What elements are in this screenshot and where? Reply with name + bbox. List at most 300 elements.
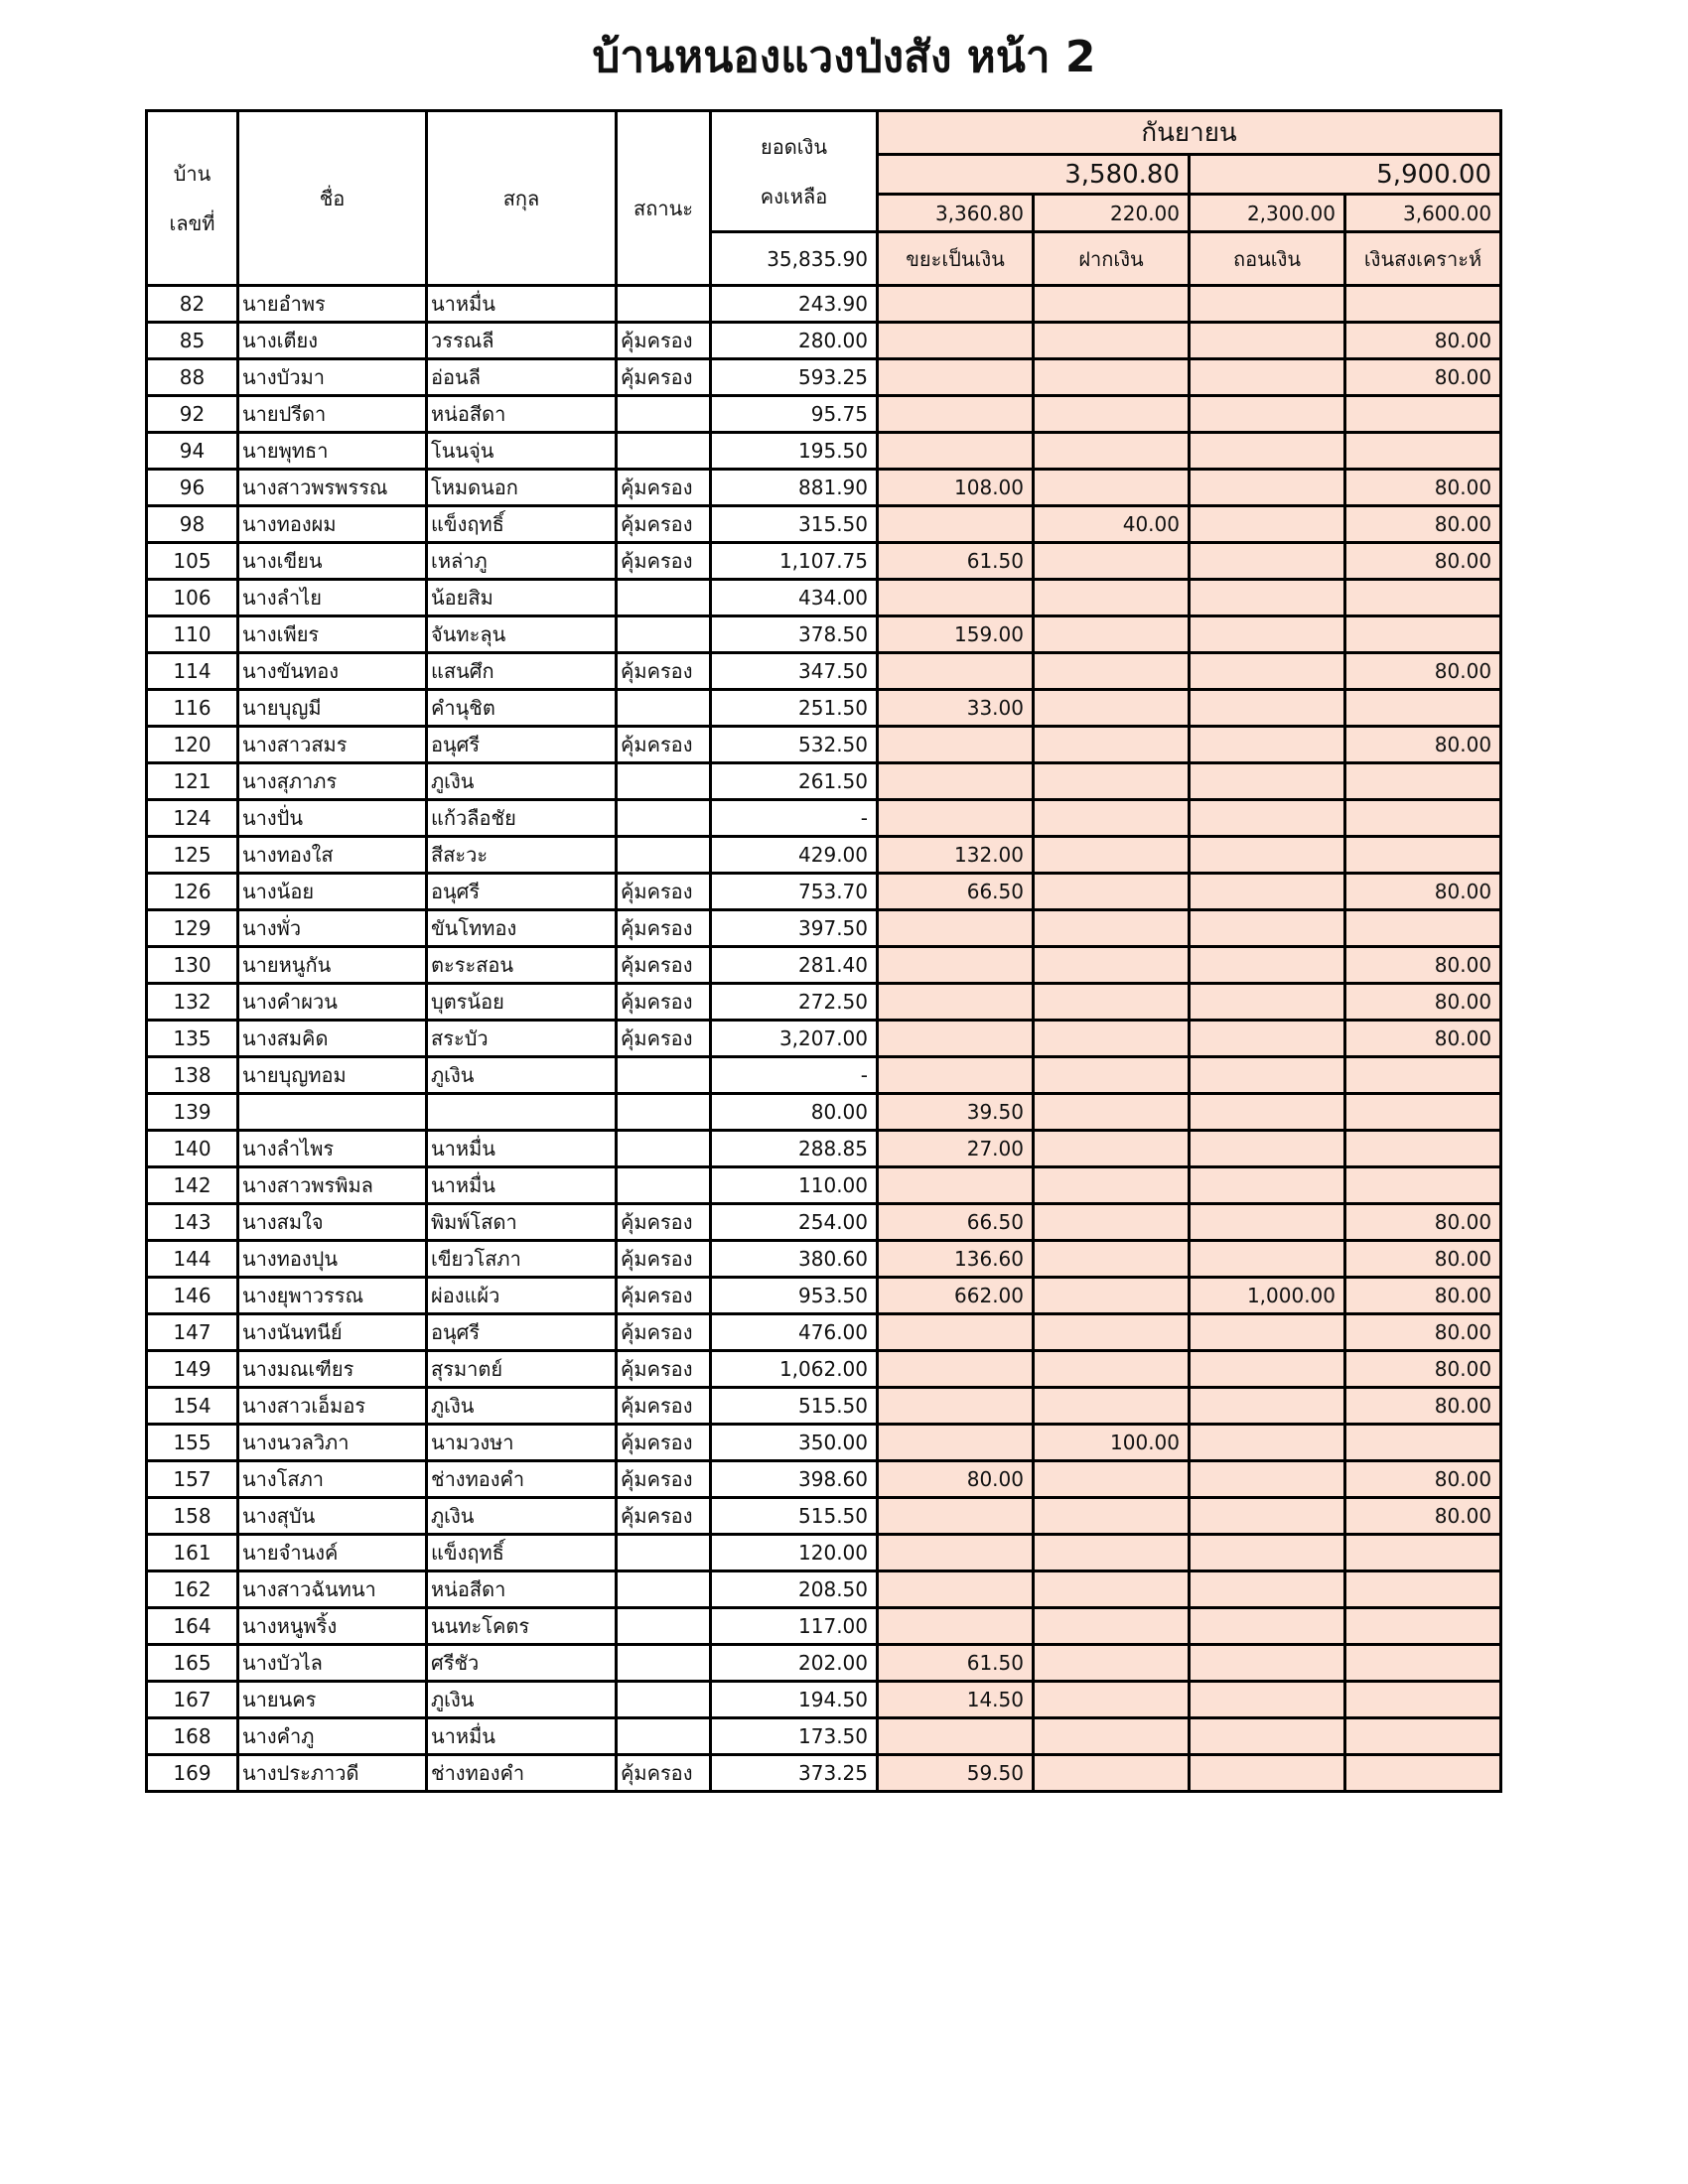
cell-welfare: 80.00 — [1345, 1388, 1501, 1425]
cell-house-no: 154 — [147, 1388, 238, 1425]
cell-name: นางสาวฉันทนา — [238, 1571, 427, 1608]
cell-name: นางสมใจ — [238, 1204, 427, 1241]
cell-balance: 315.50 — [711, 506, 878, 543]
cell-name: นางคำผวน — [238, 984, 427, 1021]
cell-deposit — [1034, 1278, 1190, 1314]
cell-welfare: 80.00 — [1345, 874, 1501, 910]
table-row — [147, 433, 1501, 470]
cell-deposit — [1034, 1351, 1190, 1388]
cell-withdraw — [1190, 1535, 1345, 1571]
cell-surname: ภูเงิน — [427, 1057, 617, 1094]
cell-deposit — [1034, 763, 1190, 800]
cell-status: คุ้มครอง — [617, 470, 711, 506]
cell-withdraw — [1190, 616, 1345, 653]
cell-status — [617, 286, 711, 323]
table-row — [147, 1204, 1501, 1241]
cell-balance: 753.70 — [711, 874, 878, 910]
cell-withdraw — [1190, 323, 1345, 359]
table-row — [147, 800, 1501, 837]
header-balance-line1: ยอดเงิน — [761, 134, 827, 159]
cell-deposit — [1034, 616, 1190, 653]
cell-name: นางสาวพรพิมล — [238, 1167, 427, 1204]
cell-name: นางสาวเอ็มอร — [238, 1388, 427, 1425]
cell-welfare — [1345, 800, 1501, 837]
cell-garbage: 27.00 — [878, 1131, 1034, 1167]
table-row — [147, 286, 1501, 323]
cell-surname: นาหมื่น — [427, 1131, 617, 1167]
cell-balance: 378.50 — [711, 616, 878, 653]
cell-house-no: 139 — [147, 1094, 238, 1131]
cell-welfare: 80.00 — [1345, 1021, 1501, 1057]
cell-status — [617, 763, 711, 800]
cell-withdraw — [1190, 984, 1345, 1021]
cell-name: นางพั่ว — [238, 910, 427, 947]
cell-balance: 429.00 — [711, 837, 878, 874]
cell-welfare — [1345, 1645, 1501, 1682]
cell-house-no: 164 — [147, 1608, 238, 1645]
table-row — [147, 727, 1501, 763]
cell-name: นางลำไย — [238, 580, 427, 616]
cell-garbage — [878, 653, 1034, 690]
cell-house-no: 116 — [147, 690, 238, 727]
cell-withdraw — [1190, 1682, 1345, 1718]
cell-status — [617, 1167, 711, 1204]
cell-surname: แข็งฤทธิ์ — [427, 506, 617, 543]
cell-surname: ช่างทองคำ — [427, 1755, 617, 1792]
cell-garbage — [878, 433, 1034, 470]
cell-deposit: 100.00 — [1034, 1425, 1190, 1461]
cell-house-no: 96 — [147, 470, 238, 506]
cell-garbage — [878, 1535, 1034, 1571]
cell-withdraw — [1190, 1461, 1345, 1498]
table-row — [147, 1167, 1501, 1204]
cell-house-no: 142 — [147, 1167, 238, 1204]
cell-garbage: 61.50 — [878, 1645, 1034, 1682]
table-row — [147, 1241, 1501, 1278]
cell-withdraw — [1190, 1351, 1345, 1388]
cell-status: คุ้มครอง — [617, 984, 711, 1021]
cell-house-no: 94 — [147, 433, 238, 470]
cell-withdraw — [1190, 763, 1345, 800]
cell-surname: ช่างทองคำ — [427, 1461, 617, 1498]
cell-house-no: 129 — [147, 910, 238, 947]
cell-balance: 120.00 — [711, 1535, 878, 1571]
cell-deposit — [1034, 1498, 1190, 1535]
cell-balance: 194.50 — [711, 1682, 878, 1718]
cell-garbage — [878, 1608, 1034, 1645]
table-row — [147, 1461, 1501, 1498]
cell-house-no: 105 — [147, 543, 238, 580]
cell-balance: 251.50 — [711, 690, 878, 727]
cell-status: คุ้มครอง — [617, 1425, 711, 1461]
table-row — [147, 1535, 1501, 1571]
cell-status: คุ้มครอง — [617, 506, 711, 543]
cell-welfare — [1345, 433, 1501, 470]
cell-garbage: 59.50 — [878, 1755, 1034, 1792]
col-total-withdraw: 2,300.00 — [1190, 195, 1345, 232]
cell-welfare: 80.00 — [1345, 359, 1501, 396]
cell-garbage — [878, 1167, 1034, 1204]
cell-welfare: 80.00 — [1345, 1461, 1501, 1498]
cell-surname: สีสะวะ — [427, 837, 617, 874]
table-row — [147, 470, 1501, 506]
cell-surname: แสนศึก — [427, 653, 617, 690]
cell-surname: อ่อนลี — [427, 359, 617, 396]
cell-deposit — [1034, 1131, 1190, 1167]
cell-garbage: 66.50 — [878, 1204, 1034, 1241]
cell-balance: 515.50 — [711, 1388, 878, 1425]
cell-welfare: 80.00 — [1345, 470, 1501, 506]
cell-withdraw — [1190, 1498, 1345, 1535]
cell-house-no: 158 — [147, 1498, 238, 1535]
cell-welfare: 80.00 — [1345, 1351, 1501, 1388]
cell-name: นางบัวมา — [238, 359, 427, 396]
table-row — [147, 1094, 1501, 1131]
cell-garbage — [878, 1425, 1034, 1461]
cell-status: คุ้มครอง — [617, 947, 711, 984]
cell-balance: 1,062.00 — [711, 1351, 878, 1388]
table-row — [147, 1314, 1501, 1351]
cell-status — [617, 1131, 711, 1167]
cell-status — [617, 1718, 711, 1755]
cell-withdraw — [1190, 727, 1345, 763]
cell-withdraw — [1190, 359, 1345, 396]
cell-name: นายนคร — [238, 1682, 427, 1718]
col-total-garbage: 3,360.80 — [878, 195, 1034, 232]
cell-deposit — [1034, 874, 1190, 910]
cell-deposit — [1034, 286, 1190, 323]
table-row — [147, 1278, 1501, 1314]
cell-name: นายบุญทอม — [238, 1057, 427, 1094]
cell-garbage — [878, 984, 1034, 1021]
table-body — [147, 286, 1501, 1792]
cell-garbage — [878, 1571, 1034, 1608]
table-row — [147, 1571, 1501, 1608]
cell-garbage: 61.50 — [878, 543, 1034, 580]
cell-deposit — [1034, 653, 1190, 690]
cell-welfare — [1345, 1057, 1501, 1094]
cell-status: คุ้มครอง — [617, 323, 711, 359]
cell-status — [617, 837, 711, 874]
cell-balance: 243.90 — [711, 286, 878, 323]
cell-surname: สุรมาตย์ — [427, 1351, 617, 1388]
cell-house-no: 140 — [147, 1131, 238, 1167]
table-row — [147, 1131, 1501, 1167]
cell-welfare — [1345, 286, 1501, 323]
cell-deposit — [1034, 359, 1190, 396]
cell-surname: ศรีชัว — [427, 1645, 617, 1682]
cell-status: คุ้มครอง — [617, 1314, 711, 1351]
cell-status: คุ้มครอง — [617, 1498, 711, 1535]
cell-house-no: 155 — [147, 1425, 238, 1461]
cell-name: นายจำนงค์ — [238, 1535, 427, 1571]
cell-surname: ภูเงิน — [427, 1388, 617, 1425]
cell-surname: นาหมื่น — [427, 1167, 617, 1204]
cell-name: นางประภาวดี — [238, 1755, 427, 1792]
cell-deposit — [1034, 800, 1190, 837]
cell-garbage — [878, 800, 1034, 837]
cell-house-no: 138 — [147, 1057, 238, 1094]
cell-withdraw — [1190, 1131, 1345, 1167]
cell-name: นางทองใส — [238, 837, 427, 874]
cell-status — [617, 616, 711, 653]
cell-withdraw — [1190, 1057, 1345, 1094]
cell-balance: 380.60 — [711, 1241, 878, 1278]
cell-name: นางยุพาวรรณ — [238, 1278, 427, 1314]
cell-garbage: 33.00 — [878, 690, 1034, 727]
cell-status — [617, 1682, 711, 1718]
cell-house-no: 114 — [147, 653, 238, 690]
cell-balance: 208.50 — [711, 1571, 878, 1608]
cell-name: นางสมคิด — [238, 1021, 427, 1057]
cell-surname: นามวงษา — [427, 1425, 617, 1461]
header-house-no-line2: เลขที่ — [169, 210, 215, 235]
cell-withdraw — [1190, 580, 1345, 616]
cell-welfare — [1345, 1571, 1501, 1608]
cell-welfare — [1345, 580, 1501, 616]
cell-welfare — [1345, 910, 1501, 947]
cell-surname: อนุศรี — [427, 727, 617, 763]
cell-status: คุ้มครอง — [617, 1461, 711, 1498]
cell-status: คุ้มครอง — [617, 1351, 711, 1388]
cell-house-no: 125 — [147, 837, 238, 874]
cell-name: นางคำภู — [238, 1718, 427, 1755]
cell-house-no: 85 — [147, 323, 238, 359]
table-row — [147, 1755, 1501, 1792]
cell-withdraw — [1190, 1021, 1345, 1057]
cell-surname: โนนจุ่น — [427, 433, 617, 470]
cell-garbage — [878, 947, 1034, 984]
cell-deposit — [1034, 1167, 1190, 1204]
cell-deposit — [1034, 1461, 1190, 1498]
cell-surname: นนทะโคตร — [427, 1608, 617, 1645]
cell-name: นางน้อย — [238, 874, 427, 910]
cell-balance: 3,207.00 — [711, 1021, 878, 1057]
cell-welfare: 80.00 — [1345, 1498, 1501, 1535]
cell-name: นายพุทธา — [238, 433, 427, 470]
cell-withdraw — [1190, 874, 1345, 910]
cell-balance: 272.50 — [711, 984, 878, 1021]
cell-surname: คำนุชิต — [427, 690, 617, 727]
cell-garbage: 108.00 — [878, 470, 1034, 506]
cell-name: นางเขียน — [238, 543, 427, 580]
ledger-table — [145, 109, 1502, 1793]
cell-welfare: 80.00 — [1345, 653, 1501, 690]
cell-balance: 110.00 — [711, 1167, 878, 1204]
cell-withdraw — [1190, 1094, 1345, 1131]
table-row — [147, 323, 1501, 359]
cell-surname: ภูเงิน — [427, 1498, 617, 1535]
header-house-no-line1: บ้าน — [173, 161, 211, 186]
cell-withdraw — [1190, 910, 1345, 947]
cell-status: คุ้มครอง — [617, 910, 711, 947]
cell-status — [617, 1535, 711, 1571]
cell-name: นางสุบัน — [238, 1498, 427, 1535]
cell-surname — [427, 1094, 617, 1131]
cell-house-no: 126 — [147, 874, 238, 910]
table-row — [147, 616, 1501, 653]
cell-house-no: 149 — [147, 1351, 238, 1388]
cell-house-no: 88 — [147, 359, 238, 396]
cell-balance: 261.50 — [711, 763, 878, 800]
cell-balance: 288.85 — [711, 1131, 878, 1167]
cell-garbage: 66.50 — [878, 874, 1034, 910]
table-row — [147, 396, 1501, 433]
cell-surname: น้อยสิม — [427, 580, 617, 616]
cell-deposit — [1034, 1645, 1190, 1682]
cell-withdraw — [1190, 1425, 1345, 1461]
table-row — [147, 1425, 1501, 1461]
cell-garbage — [878, 359, 1034, 396]
cell-balance: - — [711, 1057, 878, 1094]
cell-garbage — [878, 286, 1034, 323]
cell-status — [617, 1571, 711, 1608]
cell-deposit — [1034, 1571, 1190, 1608]
cell-status — [617, 800, 711, 837]
col-label-deposit: ฝากเงิน — [1034, 232, 1190, 286]
cell-welfare: 80.00 — [1345, 323, 1501, 359]
cell-name: นางสุภาภร — [238, 763, 427, 800]
cell-balance: 953.50 — [711, 1278, 878, 1314]
cell-status: คุ้มครอง — [617, 1204, 711, 1241]
cell-status: คุ้มครอง — [617, 1241, 711, 1278]
cell-status: คุ้มครอง — [617, 1021, 711, 1057]
cell-house-no: 121 — [147, 763, 238, 800]
cell-withdraw — [1190, 286, 1345, 323]
header-house-no — [147, 111, 238, 286]
cell-deposit — [1034, 727, 1190, 763]
cell-name: นางทองปุน — [238, 1241, 427, 1278]
cell-status: คุ้มครอง — [617, 874, 711, 910]
table-row — [147, 837, 1501, 874]
cell-name — [238, 1094, 427, 1131]
cell-name: นางลำไพร — [238, 1131, 427, 1167]
cell-house-no: 147 — [147, 1314, 238, 1351]
cell-welfare — [1345, 1718, 1501, 1755]
cell-balance: 593.25 — [711, 359, 878, 396]
cell-house-no: 130 — [147, 947, 238, 984]
cell-garbage — [878, 1498, 1034, 1535]
cell-surname: จันทะลุน — [427, 616, 617, 653]
cell-surname: โหมดนอก — [427, 470, 617, 506]
header-name: ชื่อ — [238, 111, 427, 286]
table-row — [147, 1388, 1501, 1425]
header-balance — [711, 111, 878, 232]
cell-deposit — [1034, 1021, 1190, 1057]
cell-garbage — [878, 1314, 1034, 1351]
cell-withdraw — [1190, 1241, 1345, 1278]
cell-surname: ภูเงิน — [427, 1682, 617, 1718]
cell-surname: อนุศรี — [427, 874, 617, 910]
table-row — [147, 947, 1501, 984]
cell-deposit — [1034, 837, 1190, 874]
cell-name: นางทองผม — [238, 506, 427, 543]
cell-status — [617, 1057, 711, 1094]
cell-deposit — [1034, 396, 1190, 433]
cell-deposit — [1034, 690, 1190, 727]
cell-garbage — [878, 1351, 1034, 1388]
cell-status: คุ้มครอง — [617, 653, 711, 690]
cell-balance: 80.00 — [711, 1094, 878, 1131]
cell-house-no: 98 — [147, 506, 238, 543]
cell-deposit — [1034, 470, 1190, 506]
cell-name: นางโสภา — [238, 1461, 427, 1498]
cell-surname: หน่อสีดา — [427, 396, 617, 433]
cell-surname: เขียวโสภา — [427, 1241, 617, 1278]
cell-house-no: 165 — [147, 1645, 238, 1682]
table-row — [147, 1351, 1501, 1388]
cell-balance: 398.60 — [711, 1461, 878, 1498]
cell-status — [617, 690, 711, 727]
cell-status — [617, 433, 711, 470]
cell-house-no: 162 — [147, 1571, 238, 1608]
cell-welfare — [1345, 1131, 1501, 1167]
cell-garbage: 39.50 — [878, 1094, 1034, 1131]
cell-house-no: 157 — [147, 1461, 238, 1498]
cell-house-no: 106 — [147, 580, 238, 616]
cell-welfare: 80.00 — [1345, 1204, 1501, 1241]
header-surname: สกุล — [427, 111, 617, 286]
cell-welfare — [1345, 1755, 1501, 1792]
cell-garbage — [878, 1718, 1034, 1755]
cell-balance: 434.00 — [711, 580, 878, 616]
cell-status — [617, 580, 711, 616]
cell-house-no: 146 — [147, 1278, 238, 1314]
cell-withdraw — [1190, 1645, 1345, 1682]
cell-status: คุ้มครอง — [617, 727, 711, 763]
cell-status: คุ้มครอง — [617, 359, 711, 396]
cell-welfare: 80.00 — [1345, 543, 1501, 580]
cell-welfare — [1345, 1094, 1501, 1131]
cell-name: นางสาวพรพรรณ — [238, 470, 427, 506]
cell-house-no: 144 — [147, 1241, 238, 1278]
cell-surname: บุตรน้อย — [427, 984, 617, 1021]
cell-withdraw: 1,000.00 — [1190, 1278, 1345, 1314]
cell-deposit — [1034, 323, 1190, 359]
cell-withdraw — [1190, 396, 1345, 433]
table-row — [147, 910, 1501, 947]
cell-garbage: 14.50 — [878, 1682, 1034, 1718]
cell-withdraw — [1190, 1314, 1345, 1351]
cell-surname: อนุศรี — [427, 1314, 617, 1351]
cell-welfare — [1345, 1608, 1501, 1645]
col-label-withdraw: ถอนเงิน — [1190, 232, 1345, 286]
cell-deposit — [1034, 543, 1190, 580]
cell-house-no: 120 — [147, 727, 238, 763]
cell-balance: 397.50 — [711, 910, 878, 947]
cell-house-no: 169 — [147, 1755, 238, 1792]
cell-surname: พิมพ์โสดา — [427, 1204, 617, 1241]
cell-name: นางสาวสมร — [238, 727, 427, 763]
cell-name: นางนวลวิภา — [238, 1425, 427, 1461]
header-balance-line2: คงเหลือ — [760, 184, 828, 208]
cell-welfare: 80.00 — [1345, 1278, 1501, 1314]
cell-deposit — [1034, 1608, 1190, 1645]
cell-garbage — [878, 580, 1034, 616]
cell-surname: ภูเงิน — [427, 763, 617, 800]
cell-deposit — [1034, 580, 1190, 616]
cell-garbage: 159.00 — [878, 616, 1034, 653]
table-row — [147, 984, 1501, 1021]
cell-balance: 347.50 — [711, 653, 878, 690]
cell-withdraw — [1190, 947, 1345, 984]
cell-deposit — [1034, 1241, 1190, 1278]
table-row — [147, 1608, 1501, 1645]
cell-balance: 95.75 — [711, 396, 878, 433]
cell-name: นางมณเฑียร — [238, 1351, 427, 1388]
cell-balance: 195.50 — [711, 433, 878, 470]
cell-welfare — [1345, 837, 1501, 874]
